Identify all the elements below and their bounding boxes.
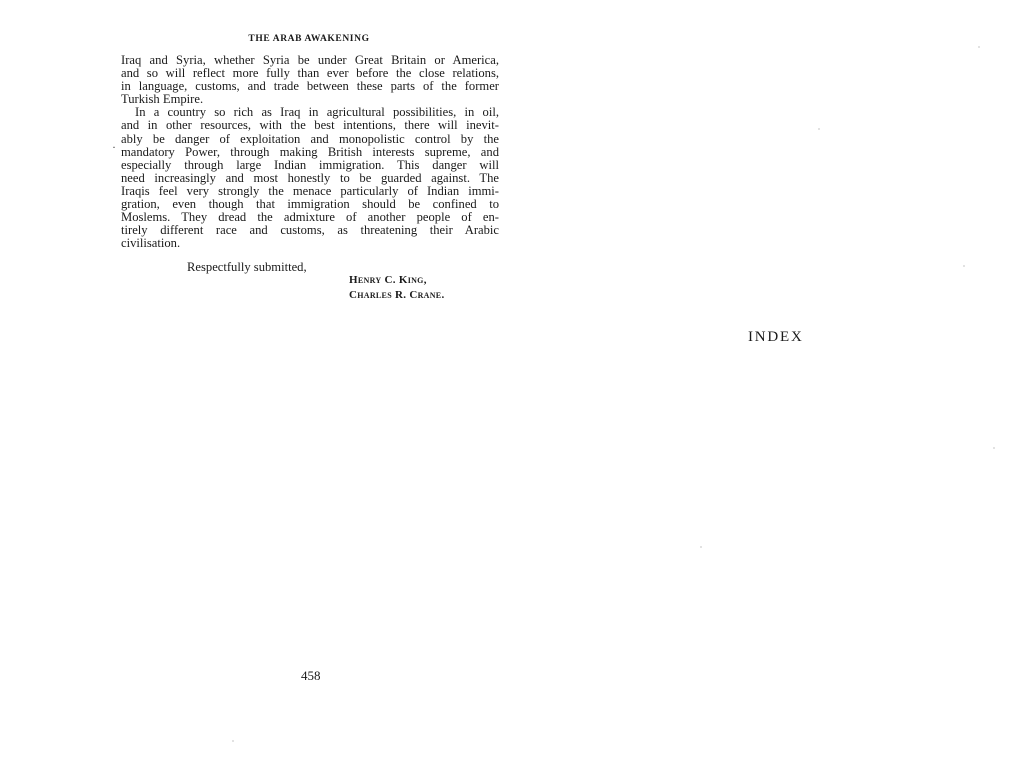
text-line: and in other resources, with the best intentions, there will inevit-: [121, 118, 499, 133]
text-line: tirely different race and customs, as threatening their Arabic: [121, 223, 499, 238]
page-number: 458: [301, 668, 321, 683]
text-line: ably be danger of exploitation and monopolistic control by the: [121, 131, 499, 146]
text-line: gration, even though that immigration should be confined to: [121, 197, 499, 212]
index-title: INDEX: [748, 329, 804, 345]
closing-line: Respectfully submitted,: [187, 260, 307, 274]
paper-speck: [700, 546, 702, 548]
signature-crane: Charles R. Crane.: [349, 289, 445, 301]
text-line: especially through large Indian immigration. This danger will: [121, 157, 499, 172]
running-head: THE ARAB AWAKENING: [248, 34, 370, 44]
text-line: Iraq and Syria, whether Syria be under Great Britain or America,: [121, 53, 499, 67]
text-line: need increasingly and most honestly to be guarded against. The: [121, 170, 499, 185]
signature-king: Henry C. King,: [349, 274, 427, 286]
paper-speck: [232, 740, 234, 742]
text-line: in language, customs, and trade between these parts of the former: [121, 79, 499, 94]
text-line: Turkish Empire.: [121, 92, 204, 107]
paper-speck: [993, 447, 995, 449]
text-line: Moslems. They dread the admixture of another people of en-: [121, 210, 499, 225]
text-line: Iraqis feel very strongly the menace particularly of Indian immi-: [121, 183, 499, 198]
margin-mark: ·: [112, 140, 116, 154]
paper-speck: [963, 265, 965, 267]
text-line: In a country so rich as Iraq in agricultural possibilities, in oil,: [135, 105, 499, 120]
text-line: civilisation.: [121, 236, 181, 251]
right-page: [515, 0, 1030, 766]
body-text: [121, 54, 499, 250]
text-line: and so will reflect more fully than ever before the close relations,: [121, 66, 499, 81]
text-line: mandatory Power, through making British interests supreme, and: [121, 144, 499, 159]
signatures: [349, 273, 445, 303]
paper-speck: [978, 46, 980, 48]
paper-speck: [818, 128, 820, 130]
